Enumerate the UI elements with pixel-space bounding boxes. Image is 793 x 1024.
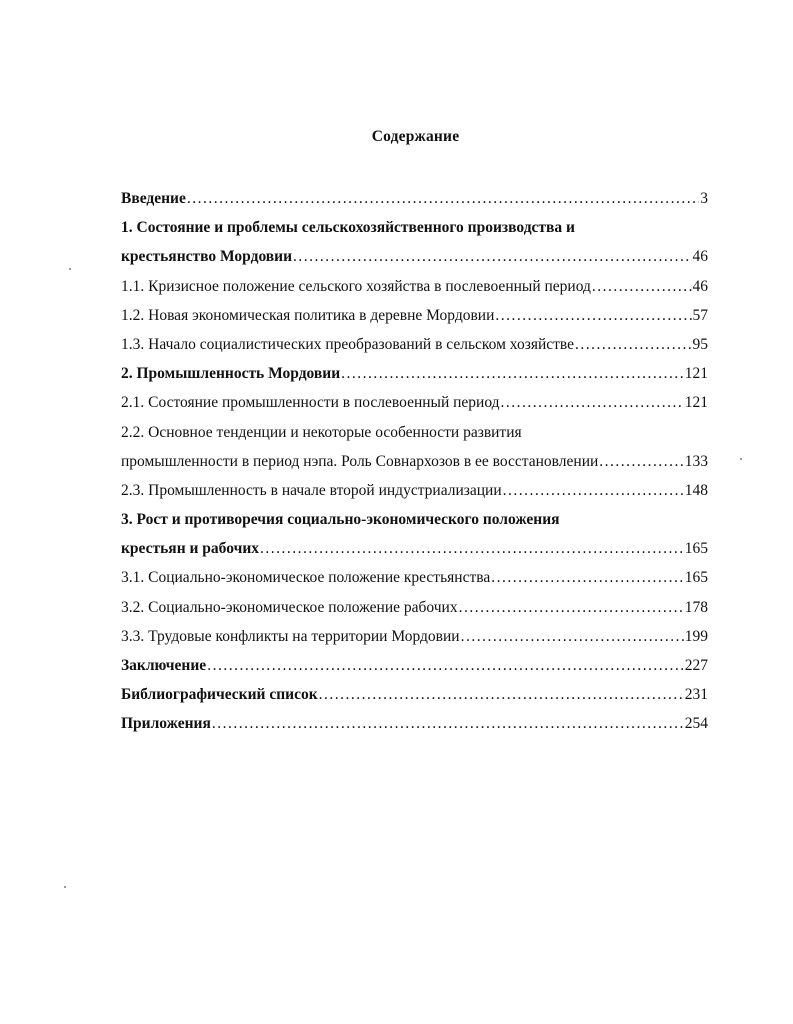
dot-leader (207, 651, 684, 680)
toc-entry-text: 3.1. Социально-экономическое положение крестьянства (121, 569, 491, 587)
toc-entry-text: 1.2. Новая экономическая политика в деревне Мордовии (121, 306, 495, 324)
toc-entry (121, 213, 708, 242)
toc-entry-page-number: 199 (684, 627, 708, 645)
toc-entry-text: Заключение (121, 657, 207, 674)
dot-leader (341, 359, 684, 388)
toc-entry-text: 2.2. Основное тенденции и некоторые особенности развития (121, 423, 522, 441)
dot-leader (599, 447, 683, 476)
toc-entry-text: 2.3. Промышленность в начале второй индустриализации (121, 481, 502, 499)
toc-entry (121, 301, 708, 330)
toc-entry-text: Приложения (121, 715, 211, 733)
toc-entry-page-number: 121 (684, 365, 708, 383)
toc-entry (121, 534, 708, 563)
toc-entry-page-number: 178 (684, 598, 708, 616)
toc-entry-page-number: 254 (684, 715, 708, 733)
toc-entry (121, 272, 708, 301)
toc-entry-text: 3. Рост и противоречия социально-экономического положения (121, 511, 560, 529)
toc-entry-page-number: 46 (692, 277, 708, 295)
toc-entry-text: крестьян и рабочих (121, 540, 259, 558)
toc-entry (121, 330, 708, 359)
dot-leader (491, 563, 684, 592)
toc-entry-page-number: 46 (692, 248, 708, 266)
dot-leader (293, 242, 691, 271)
toc-entry-page-number: 148 (684, 481, 708, 499)
toc-entry-text: промышленности в период нэпа. Роль Совнархозов в ее восстановлении (121, 452, 599, 470)
dot-leader (461, 622, 684, 651)
toc-entry-page-number: 121 (684, 394, 708, 412)
toc-entry-text: Библиографический список (121, 686, 318, 704)
toc-entry-text: 2. Промышленность Мордовии (121, 365, 341, 383)
toc-entry-page-number: 57 (692, 306, 708, 324)
dot-leader (503, 476, 684, 505)
toc-entry (121, 447, 708, 476)
dot-leader (495, 301, 691, 330)
toc-entry (121, 505, 708, 534)
toc-entry-text: 1.1. Кризисное положение сельского хозяйства в послевоенный период (121, 277, 591, 295)
dot-leader (319, 680, 684, 709)
scan-speck (64, 886, 66, 888)
dot-leader (187, 184, 699, 213)
toc-entry (121, 622, 708, 651)
toc-entry (121, 359, 708, 388)
toc-entry (121, 593, 708, 622)
toc-entry-text: крестьянство Мордовии (121, 248, 293, 266)
dot-leader (575, 330, 691, 359)
toc-entry-page-number: 165 (684, 540, 708, 558)
dot-leader (501, 388, 684, 417)
dot-leader (260, 534, 684, 563)
toc-entry (121, 709, 708, 738)
toc-entry-page-number: 3 (700, 190, 708, 207)
toc-entry (121, 388, 708, 417)
scan-speck (69, 268, 71, 270)
toc-entry-text: Введение (121, 190, 186, 207)
dot-leader (459, 593, 684, 622)
toc-entry (121, 242, 708, 271)
dot-leader (592, 272, 692, 301)
toc-entry-text: 2.1. Состояние промышленности в послевоенный период (121, 394, 500, 412)
toc-entry (121, 651, 708, 680)
toc-entry-text: 3.2. Социально-экономическое положение рабочих (121, 598, 458, 616)
toc-entry-page-number: 133 (684, 452, 708, 470)
toc-entry (121, 418, 708, 447)
toc-title: Содержание (371, 128, 460, 145)
toc-entry-text: 1.3. Начало социалистических преобразований в сельском хозяйстве (121, 335, 575, 353)
toc-entry-page-number: 227 (684, 657, 708, 674)
toc-entry-page-number: 231 (684, 686, 708, 704)
toc-entry-text: 1. Состояние и проблемы сельскохозяйственного производства и (121, 219, 575, 237)
toc-entry-page-number: 95 (692, 335, 708, 353)
toc-entry (121, 563, 708, 592)
scan-speck (740, 458, 742, 460)
toc-entry (121, 680, 708, 709)
toc-entry-page-number: 165 (684, 569, 708, 587)
toc-entry (121, 184, 708, 213)
table-of-contents (121, 184, 708, 739)
dot-leader (212, 709, 684, 738)
toc-entry (121, 476, 708, 505)
toc-entry-text: 3.3. Трудовые конфликты на территории Мордовии (121, 627, 460, 645)
